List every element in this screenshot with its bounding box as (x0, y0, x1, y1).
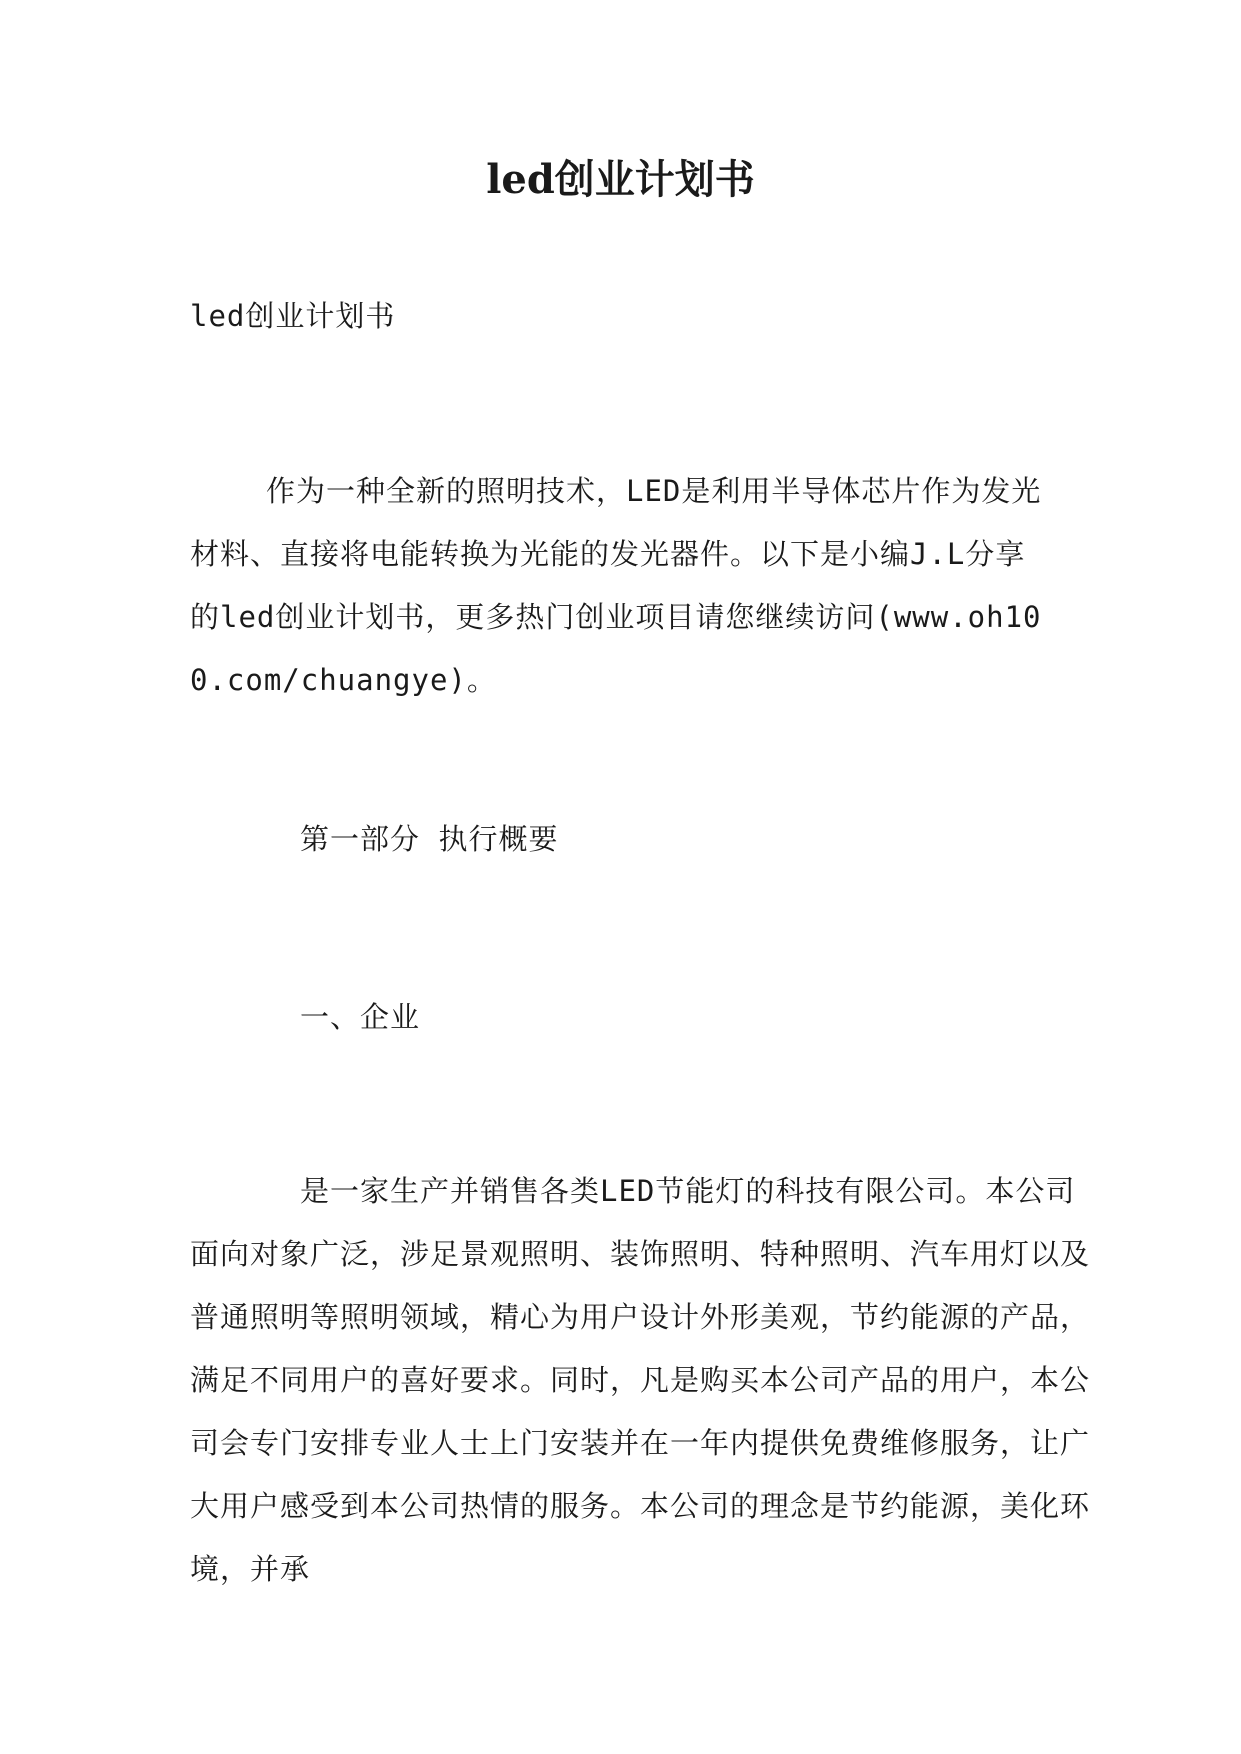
intro-paragraph: 作为一种全新的照明技术，LED是利用半导体芯片作为发光材料、直接将电能转换为光能的发光器件。以下是小编J.L分享的led创业计划书，更多热门创业项目请您继续访问(www.oh100.com/chuangye)。 (190, 474, 1042, 697)
section-heading: 第一部分 执行概要 (300, 822, 559, 856)
body-paragraph: 是一家生产并销售各类LED节能灯的科技有限公司。本公司面向对象广泛，涉足景观照明、装饰照明、特种照明、汽车用灯以及普通照明等照明领域，精心为用户设计外形美观，节约能源的产品，满足不同用户的喜好要求。同时，凡是购买本公司产品的用户，本公司会专门安排专业人士上门安装并在一年内提供免费维修服务，让广大用户感受到本公司热情的服务。本公司的理念是节约能源，美化环境，并承 (190, 1174, 1091, 1586)
subsection-heading: 一、企业 (300, 1000, 421, 1034)
document-subtitle: led创业计划书 (190, 299, 396, 333)
document-title: led创业计划书 (486, 156, 755, 203)
